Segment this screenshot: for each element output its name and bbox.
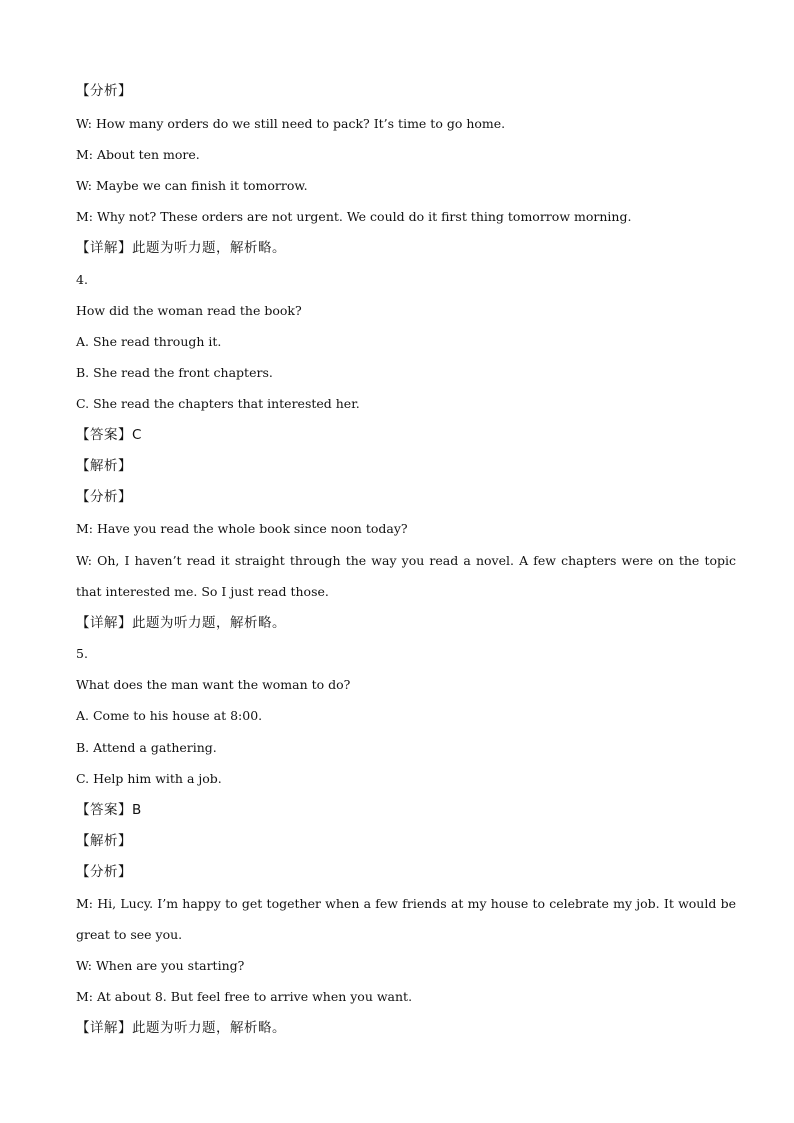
dialogue-line: W: Maybe we can finish it tomorrow.: [76, 178, 308, 193]
dialogue-line: M: At about 8. But feel free to arrive when you want.: [76, 989, 413, 1004]
dialogue-line: M: Why not? These orders are not urgent. We could do it first thing tomorrow morning.: [76, 209, 632, 224]
answer-option-a: A. Come to his house at 8:00.: [76, 708, 263, 723]
dialogue-line: W: When are you starting?: [76, 958, 245, 973]
answer-option-b: B. Attend a gathering.: [76, 740, 217, 755]
dialogue-paragraph: M: Hi, Lucy. I’m happy to get together when a few friends at my house to celebrate my job. It would be great to see you.: [76, 896, 736, 942]
analysis-label: 【解析】: [76, 458, 132, 474]
dialogue-line: W: How many orders do we still need to pack? It’s time to go home.: [76, 116, 506, 131]
question-text: What does the man want the woman to do?: [76, 677, 351, 692]
answer-option-c: C. She read the chapters that interested her.: [76, 396, 360, 411]
question-number: 4.: [76, 272, 88, 287]
answer-option-b: B. She read the front chapters.: [76, 365, 273, 380]
answer-line: 【答案】C: [76, 427, 142, 443]
answer-line: 【答案】B: [76, 802, 142, 818]
explanation-line: 【详解】此题为听力题，解析略。: [76, 1020, 286, 1036]
analysis-heading: 【分析】: [76, 83, 132, 99]
dialogue-line: M: About ten more.: [76, 147, 200, 162]
analysis-heading: 【分析】: [76, 489, 132, 505]
question-number: 5.: [76, 646, 88, 661]
dialogue-paragraph: W: Oh, I haven’t read it straight through the way you read a novel. A few chapters were on the topic that interested me. So I just read those.: [76, 553, 736, 599]
answer-option-c: C. Help him with a job.: [76, 771, 222, 786]
answer-option-a: A. She read through it.: [76, 334, 222, 349]
analysis-label: 【解析】: [76, 833, 132, 849]
analysis-heading: 【分析】: [76, 864, 132, 880]
explanation-line: 【详解】此题为听力题，解析略。: [76, 240, 286, 256]
question-text: How did the woman read the book?: [76, 303, 302, 318]
explanation-line: 【详解】此题为听力题，解析略。: [76, 615, 286, 631]
dialogue-line: M: Have you read the whole book since noon today?: [76, 521, 408, 536]
